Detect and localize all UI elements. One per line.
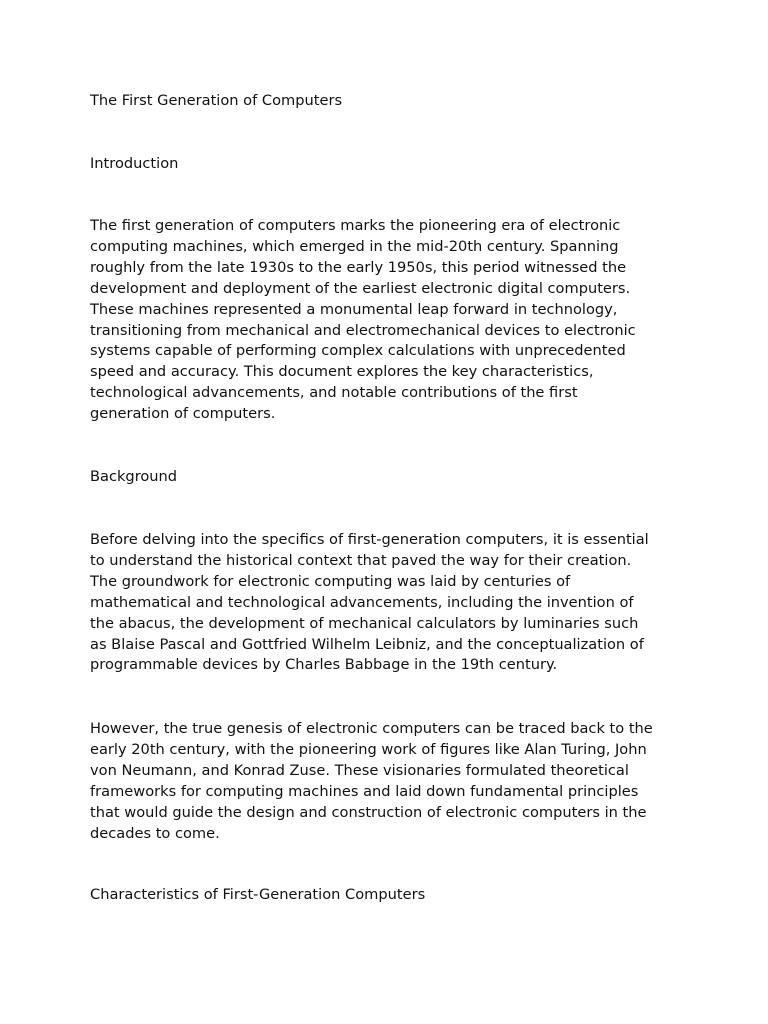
paragraph-line: to understand the historical context that paved the way for their creation. xyxy=(90,551,632,569)
paragraph-line: as Blaise Pascal and Gottfried Wilhelm Leibniz, and the conceptualization of xyxy=(90,635,644,653)
paragraph-line: computing machines, which emerged in the mid-20th century. Spanning xyxy=(90,237,619,255)
background-heading: Background xyxy=(90,468,178,485)
background-paragraph-1 xyxy=(90,530,690,676)
introduction-paragraph xyxy=(90,216,690,425)
paragraph-line: The groundwork for electronic computing was laid by centuries of xyxy=(90,572,571,590)
paragraph-line: technological advancements, and notable contributions of the first xyxy=(90,384,578,402)
paragraph-line: mathematical and technological advancements, including the invention of xyxy=(90,593,634,611)
paragraph-line: early 20th century, with the pioneering work of figures like Alan Turing, John xyxy=(90,740,647,758)
paragraph-line: the abacus, the development of mechanical calculators by luminaries such xyxy=(90,614,639,632)
introduction-heading: Introduction xyxy=(90,155,179,172)
paragraph-line: generation of computers. xyxy=(90,405,276,423)
paragraph-line: The first generation of computers marks the pioneering era of electronic xyxy=(90,217,621,234)
paragraph-line: systems capable of performing complex calculations with unprecedented xyxy=(90,342,626,360)
paragraph-line: development and deployment of the earliest electronic digital computers. xyxy=(90,279,631,297)
paragraph-line: that would guide the design and construction of electronic computers in the xyxy=(90,803,647,821)
paragraph-line: speed and accuracy. This document explores the key characteristics, xyxy=(90,363,594,381)
background-paragraph-2 xyxy=(90,719,690,844)
paragraph-line: However, the true genesis of electronic computers can be traced back to the xyxy=(90,720,653,737)
paragraph-line: decades to come. xyxy=(90,824,220,842)
paragraph-line: transitioning from mechanical and electromechanical devices to electronic xyxy=(90,321,636,339)
paragraph-line: roughly from the late 1930s to the early 1950s, this period witnessed the xyxy=(90,258,627,276)
characteristics-heading: Characteristics of First-Generation Computers xyxy=(90,886,426,903)
paragraph-line: Before delving into the specifics of first-generation computers, it is essential xyxy=(90,531,649,548)
paragraph-line: frameworks for computing machines and laid down fundamental principles xyxy=(90,782,639,800)
paragraph-line: programmable devices by Charles Babbage in the 19th century. xyxy=(90,656,558,674)
paragraph-line: These machines represented a monumental leap forward in technology, xyxy=(90,300,618,318)
document-title: The First Generation of Computers xyxy=(90,92,343,109)
paragraph-line: von Neumann, and Konrad Zuse. These visionaries formulated theoretical xyxy=(90,761,629,779)
